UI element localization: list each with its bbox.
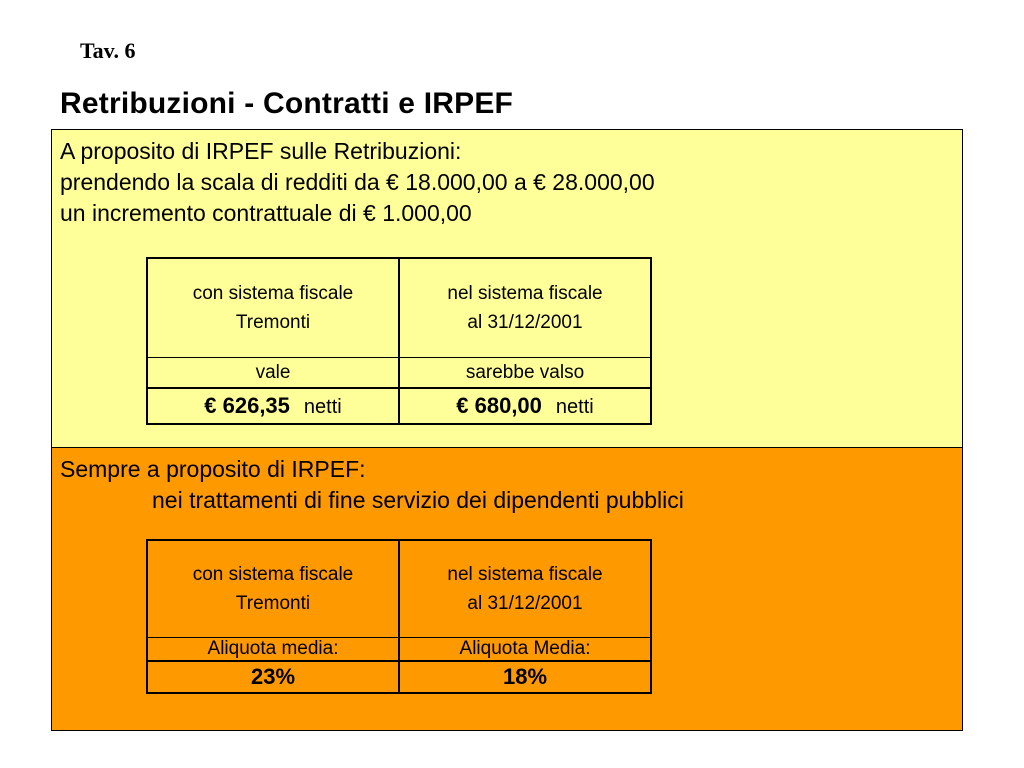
table-header-row xyxy=(147,258,651,358)
header-cell-2001 xyxy=(399,258,651,358)
intro-line-2: nei trattamenti di fine servizio dei dipendenti pubblici xyxy=(152,487,684,513)
header-line: nel sistema fiscale xyxy=(447,283,603,304)
intro-line-1: Sempre a proposito di IRPEF: xyxy=(60,456,366,482)
table-header-row xyxy=(147,540,651,638)
amount-value: € 626,35 xyxy=(204,393,290,418)
amount-unit: netti xyxy=(303,396,342,418)
value-cell-tremonti: 23% xyxy=(147,661,399,693)
header-line: con sistema fiscale xyxy=(192,564,354,585)
panel-intro-text xyxy=(60,136,655,229)
irpef-fine-servizio-panel xyxy=(51,447,963,731)
value-cell-2001: 18% xyxy=(399,661,651,693)
table-label-row xyxy=(147,358,651,389)
header-cell-tremonti xyxy=(147,258,399,358)
header-line: al 31/12/2001 xyxy=(467,593,583,614)
table-value-row xyxy=(147,388,651,424)
page-title: Retribuzioni - Contratti e IRPEF xyxy=(60,87,514,120)
label-cell: Aliquota Media: xyxy=(399,638,651,662)
intro-line-1: A proposito di IRPEF sulle Retribuzioni: xyxy=(60,138,462,164)
fine-servizio-comparison-table xyxy=(146,539,652,694)
panel-intro-text xyxy=(60,454,684,516)
header-cell-tremonti xyxy=(147,540,399,638)
retribuzioni-comparison-table xyxy=(146,257,652,425)
irpef-retribuzioni-panel xyxy=(51,129,963,447)
header-line: Tremonti xyxy=(235,312,311,333)
label-cell: sarebbe valso xyxy=(399,358,651,389)
amount-value: € 680,00 xyxy=(456,393,542,418)
header-line: al 31/12/2001 xyxy=(467,312,583,333)
value-cell-2001 xyxy=(399,388,651,424)
header-line: Tremonti xyxy=(235,593,311,614)
intro-line-3: un incremento contrattuale di € 1.000,00 xyxy=(60,200,472,226)
label-cell: vale xyxy=(147,358,399,389)
table-number: Tav. 6 xyxy=(80,38,136,63)
header-cell-2001 xyxy=(399,540,651,638)
header-line: con sistema fiscale xyxy=(192,283,354,304)
label-cell: Aliquota media: xyxy=(147,638,399,662)
intro-line-2: prendendo la scala di redditi da € 18.000,00 a € 28.000,00 xyxy=(60,169,655,195)
value-cell-tremonti xyxy=(147,388,399,424)
amount-unit: netti xyxy=(555,396,594,418)
header-line: nel sistema fiscale xyxy=(447,564,603,585)
table-value-row xyxy=(147,661,651,693)
table-label-row xyxy=(147,638,651,662)
